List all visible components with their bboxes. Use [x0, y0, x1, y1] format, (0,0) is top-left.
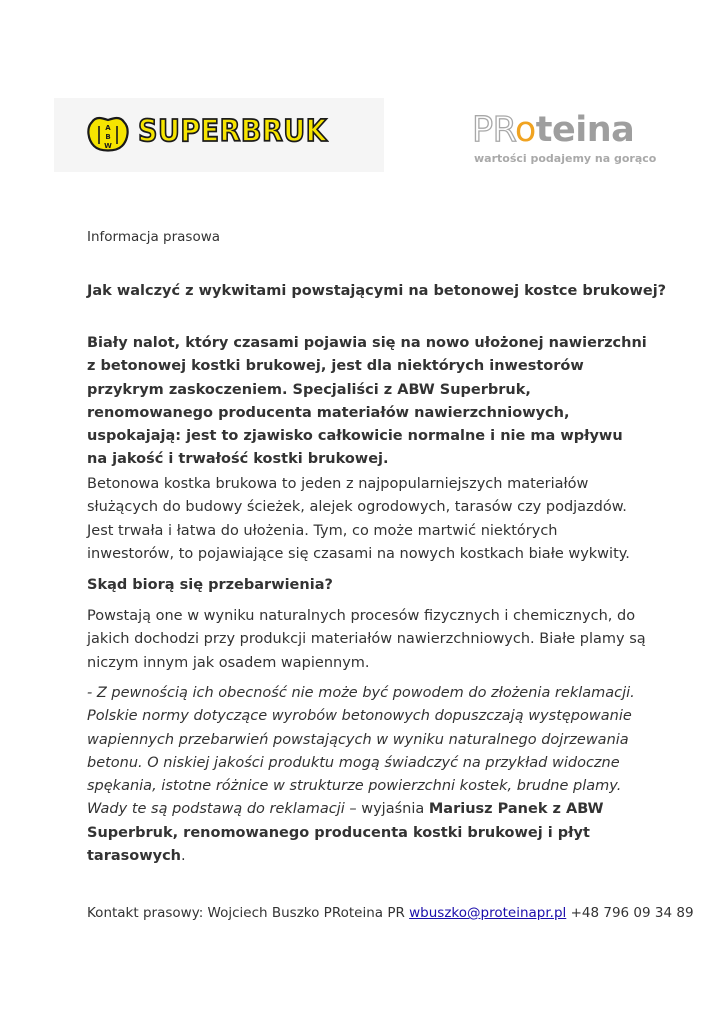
lead-paragraph: Biały nalot, który czasami pojawia się na nowo ułożonej nawierzchni z betonowej kostki brukowej, jest dla niektórych inwestorów przykrym zaskoczeniem. Specjaliści z ABW Superbruk, renomowanego producenta materiałów nawierzchniowych, uspokajają: jest to zjawisko całkowicie normalne i nie ma wpływu na jakość i trwałość kostki brukowej.	[87, 335, 647, 468]
subheading: Skąd biorą się przebarwienia?	[87, 577, 333, 593]
press-contact	[87, 902, 694, 925]
proteina-tagline: wartości podajemy na gorąco	[474, 152, 657, 165]
emblem-letter-b: B	[105, 133, 111, 141]
body-paragraph-2: Powstają one w wyniku naturalnych procesów fizycznych i chemicznych, do jakich dochodzi przy produkcji materiałów nawierzchniowych. Białe plamy są niczym innym jak osadem wapiennym.	[87, 608, 646, 671]
quote-text: - Z pewnością ich obecność nie może być powodem do złożenia reklamacji. Polskie normy dotyczące wyrobów betonowych dopuszczają występowanie wapiennych przebarwień powstających w wyniku naturalnego dojrzewania betonu. O niskiej jakości produktu mogą świadczyć na przykład widoczne spękania, istotne różnice w strukturze powierzchni kostek, brudne plamy. Wady te są podstawą do reklamacji	[87, 685, 635, 818]
emblem-letter-w: W	[104, 142, 112, 150]
proteina-wordmark-rest: teina	[535, 110, 635, 150]
document-title: Jak walczyć z wykwitami powstającymi na betonowej kostce brukowej?	[87, 283, 667, 299]
quote-speaker: Mariusz Panek z ABW Superbruk, renomowanego producenta kostki brukowej i płyt tarasowych	[87, 801, 604, 865]
abw-emblem-icon	[86, 114, 130, 154]
superbruk-logo	[54, 98, 384, 172]
quote-connector: – wyjaśnia	[344, 801, 429, 818]
quote-paragraph	[87, 682, 647, 868]
emblem-letter-a: A	[105, 124, 111, 132]
proteina-logo	[472, 110, 657, 170]
contact-prefix: Kontakt prasowy: Wojciech Buszko PRoteina PR	[87, 905, 410, 921]
document-label: Informacja prasowa	[87, 229, 221, 245]
proteina-wordmark-o: o	[514, 110, 536, 150]
superbruk-wordmark: SUPERBRUK	[138, 114, 328, 149]
contact-email-link[interactable]: wbuszko@proteinapr.pl	[409, 905, 567, 921]
proteina-wordmark	[472, 110, 634, 150]
body-paragraph-1: Betonowa kostka brukowa to jeden z najpopularniejszych materiałów służących do budowy ścieżek, alejek ogrodowych, tarasów czy podjazdów. Jest trwała i łatwa do ułożenia. Tym, co może martwić niektórych inwestorów, to pojawiające się czasami na nowych kostkach białe wykwity.	[87, 476, 630, 562]
contact-phone: +48 796 09 34 89	[566, 905, 694, 921]
quote-end: .	[181, 848, 186, 865]
proteina-wordmark-pr: PR	[472, 110, 515, 150]
